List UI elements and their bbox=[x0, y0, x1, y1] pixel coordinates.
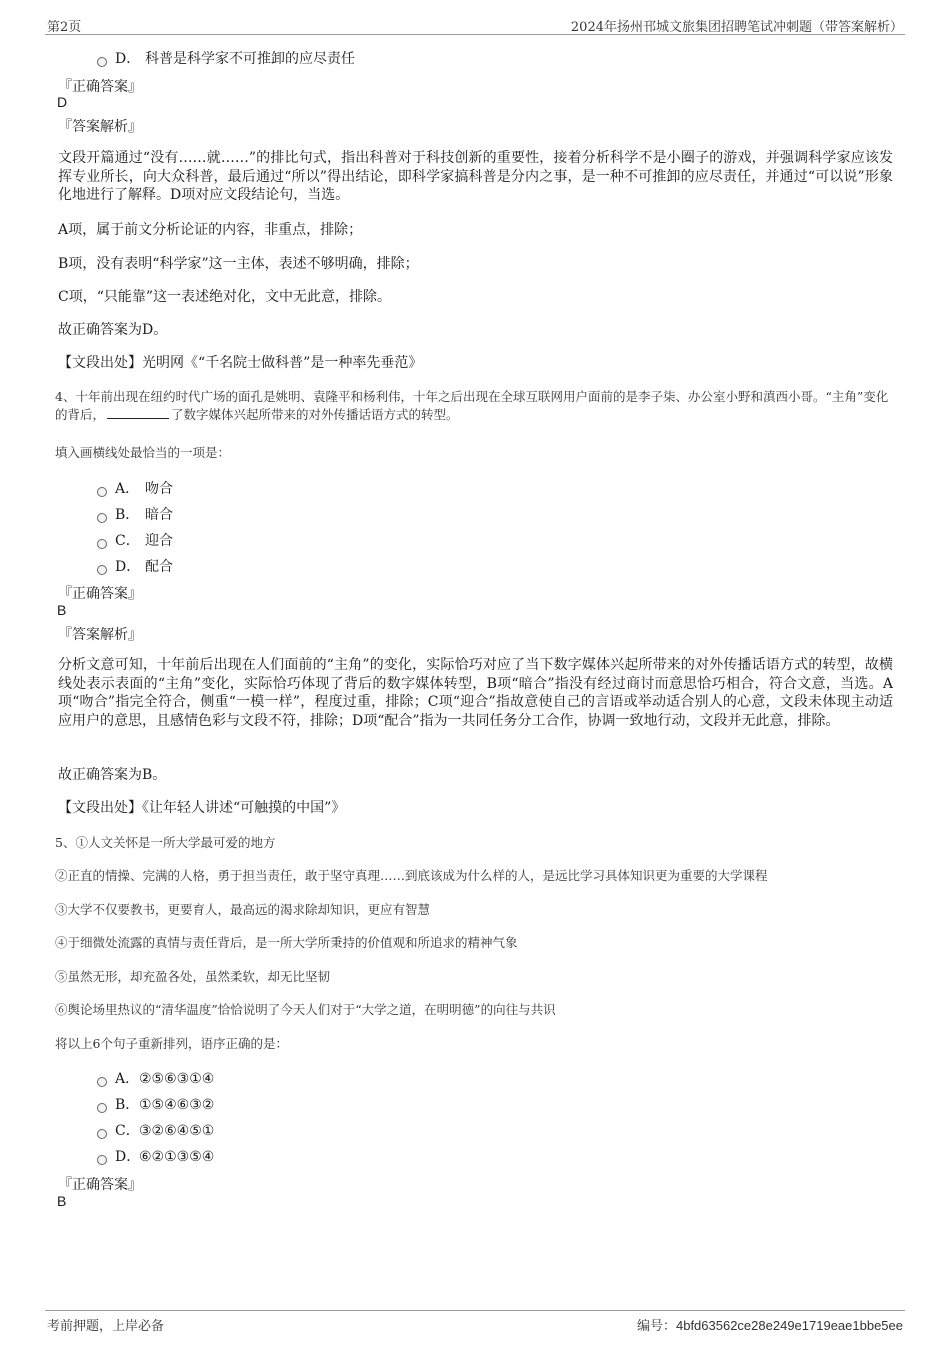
radio-icon[interactable] bbox=[97, 565, 107, 575]
q3-analysis-text: 文段开篇通过“没有……就……”的排比句式，指出科普对于科技创新的重要性，接着分析科学不是小圈子的游戏，并强调科学家应该发挥专业所长，向大众科普，最后通过“所以”得出结论，即科学家搞科普是分内之事，是一种不可推卸的应尽责任，并通过“可以说”形象化地进行了解释。D项对应文段结论句，当选。 bbox=[58, 150, 893, 203]
q3-source: 【文段出处】光明网《“千名院士做科普”是一种率先垂范》 bbox=[58, 355, 423, 371]
q5-option-b[interactable]: B．①⑤④⑥③② bbox=[97, 1094, 214, 1114]
q4-analysis-text: 分析文意可知，十年前后出现在人们面前的“主角”的变化，实际恰巧对应了当下数字媒体兴起所带来的对外传播话语方式的转型，故横线处表示表面的“主角”变化，实际恰巧体现了背后的数字媒体转型，B项“暗合”指没有经过商讨而意思恰巧相合，符合文意，当选。A项“吻合”指完全符合，侧重“一模一样”，程度过重，排除；C项“迎合”指故意使自己的言语或举动适合别人的心意，文段未体现主动适应用户的意思，且感情色彩与文段不符，排除；D项“配合”指为一共同任务分工合作，协调一致地行动，文段并无此意，排除。 bbox=[58, 657, 893, 729]
q3-analysis-label: 『答案解析』 bbox=[58, 119, 142, 135]
q5-answer-value: B bbox=[57, 1193, 67, 1209]
q4-answer-label: 『正确答案』 bbox=[58, 586, 142, 602]
q5-sentence-5: ⑤虽然无形，却充盈各处，虽然柔软，却无比坚韧 bbox=[55, 969, 331, 984]
q5-prompt: 将以上6个句子重新排列，语序正确的是： bbox=[55, 1036, 288, 1051]
q4-option-a[interactable]: A． 吻合 bbox=[97, 478, 173, 498]
q3-answer-label: 『正确答案』 bbox=[58, 79, 142, 95]
q5-option-d[interactable]: D．⑥②①③⑤④ bbox=[97, 1146, 214, 1166]
radio-icon[interactable] bbox=[97, 539, 107, 549]
q5-sentence-3: ③大学不仅要教书，更要育人，最高远的渴求除却知识，更应有智慧 bbox=[55, 902, 431, 917]
page-number: 第2页 bbox=[47, 20, 82, 35]
q4-conclusion: 故正确答案为B。 bbox=[58, 767, 167, 783]
radio-icon[interactable] bbox=[97, 1077, 107, 1087]
q4-option-c[interactable]: C． 迎合 bbox=[97, 530, 173, 550]
q3-line-a: A项，属于前文分析论证的内容，非重点，排除； bbox=[58, 222, 363, 238]
q4-answer-value: B bbox=[57, 602, 67, 618]
q3-option-d[interactable]: D． 科普是科学家不可推卸的应尽责任 bbox=[97, 48, 355, 68]
radio-icon[interactable] bbox=[97, 487, 107, 497]
q3-conclusion: 故正确答案为D。 bbox=[58, 322, 168, 338]
q4-stem: 4、十年前出现在纽约时代广场的面孔是姚明、袁隆平和杨利伟，十年之后出现在全球互联网用户面前的是李子柒、办公室小野和滇西小哥。“主角”变化的背后， 了数字媒体兴起所带来的对外传播话语方式的转型。 bbox=[55, 389, 889, 422]
q5-sentence-6: ⑥舆论场里热议的“清华温度”恰恰说明了今天人们对于“大学之道，在明明德”的向往与共识 bbox=[55, 1002, 556, 1017]
page-footer bbox=[45, 1310, 905, 1334]
q4-option-b[interactable]: B． 暗合 bbox=[97, 504, 173, 524]
q4-prompt: 填入画横线处最恰当的一项是： bbox=[55, 445, 231, 460]
q5-option-a[interactable]: A．②⑤⑥③①④ bbox=[97, 1068, 214, 1088]
radio-icon[interactable] bbox=[97, 1155, 107, 1165]
q5-sentence-2: ②正直的情操、完满的人格，勇于担当责任，敢于坚守真理……到底该成为什么样的人，是远比学习具体知识更为重要的大学课程 bbox=[55, 868, 768, 883]
document-title: 2024年扬州邗城文旅集团招聘笔试冲刺题（带答案解析） bbox=[570, 20, 903, 35]
radio-icon[interactable] bbox=[97, 1103, 107, 1113]
q3-line-b: B项，没有表明“科学家”这一主体，表述不够明确，排除； bbox=[58, 256, 419, 272]
footer-code: 编号：4bfd63562ce28e249e1719eae1bbe5ee bbox=[636, 1318, 903, 1334]
q3-answer-value: D bbox=[57, 94, 68, 110]
radio-icon[interactable] bbox=[97, 513, 107, 523]
radio-icon[interactable] bbox=[97, 1129, 107, 1139]
page-header bbox=[45, 14, 905, 35]
q5-answer-label: 『正确答案』 bbox=[58, 1177, 142, 1193]
q5-option-c[interactable]: C．③②⑥④⑤① bbox=[97, 1120, 214, 1140]
q5-sentence-1: 5、①人文关怀是一所大学最可爱的地方 bbox=[55, 835, 276, 850]
q5-sentence-4: ④于细微处流露的真情与责任背后，是一所大学所秉持的价值观和所追求的精神气象 bbox=[55, 935, 518, 950]
q4-option-d[interactable]: D． 配合 bbox=[97, 556, 173, 576]
q4-source: 【文段出处】《让年轻人讲述“可触摸的中国”》 bbox=[58, 800, 346, 816]
fill-blank bbox=[107, 406, 169, 419]
radio-icon[interactable] bbox=[97, 57, 107, 67]
q3-line-c: C项，“只能靠”这一表述绝对化，文中无此意，排除。 bbox=[58, 289, 392, 305]
footer-slogan: 考前押题，上岸必备 bbox=[47, 1319, 165, 1334]
q4-analysis-label: 『答案解析』 bbox=[58, 627, 142, 643]
